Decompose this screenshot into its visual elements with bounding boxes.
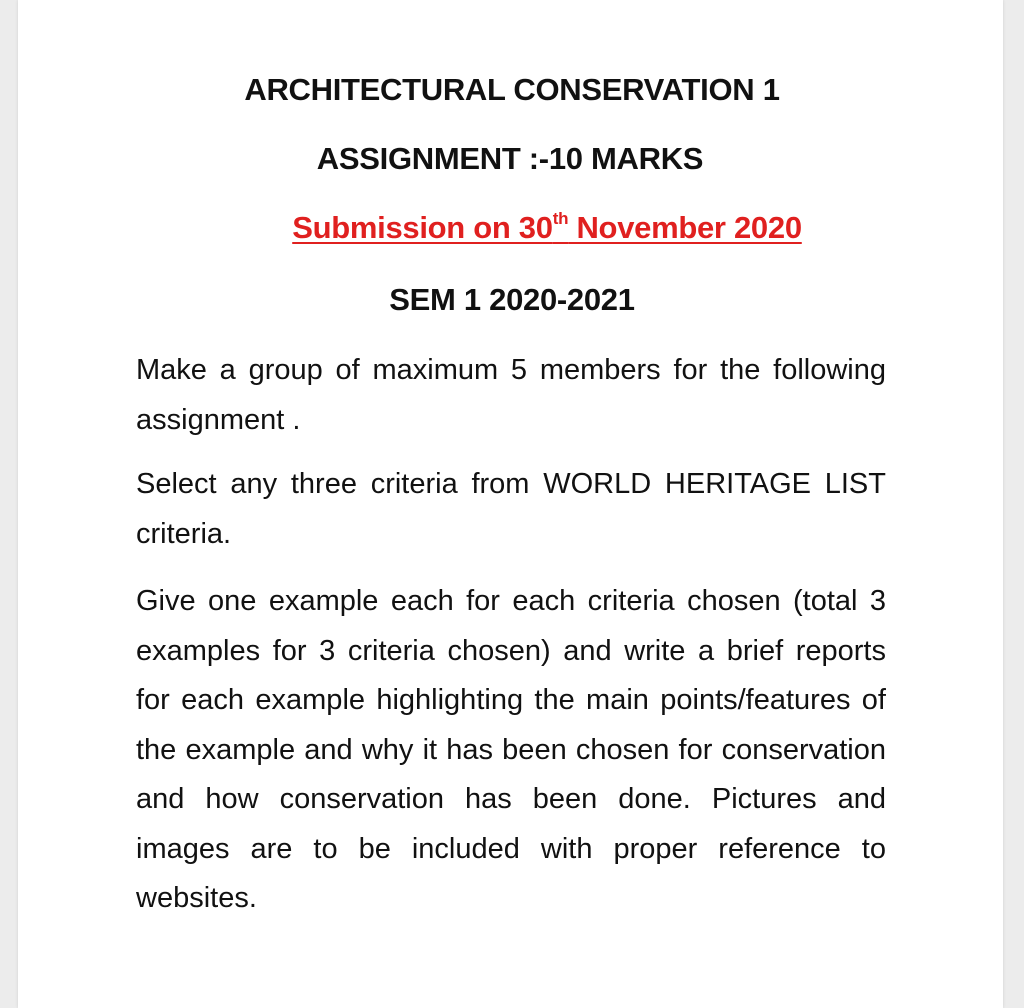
paragraph-report-instructions: Give one example each for each criteria chosen (total 3 examples for 3 criteria chosen) and write a brief reports for each example highlighting the main points/features of the example and why it has been chosen for conservation and how conservation has been done. Pictures and images are to be included with proper reference to websites. [136, 585, 886, 914]
submission-prefix: Submission on 30 [292, 210, 553, 245]
document-title: ARCHITECTURAL CONSERVATION 1 [244, 72, 780, 107]
paragraph-criteria-selection: Select any three criteria from WORLD HERITAGE LIST criteria. [136, 468, 886, 550]
submission-superscript: th [552, 209, 569, 228]
semester-heading: SEM 1 2020-2021 [389, 282, 635, 317]
submission-suffix: November 2020 [568, 210, 802, 245]
submission-date-heading [35, 210, 1024, 246]
assignment-marks-heading: ASSIGNMENT :-10 MARKS [316, 141, 704, 176]
paragraph-group-instructions: Make a group of maximum 5 members for the following assignment . [136, 354, 886, 436]
